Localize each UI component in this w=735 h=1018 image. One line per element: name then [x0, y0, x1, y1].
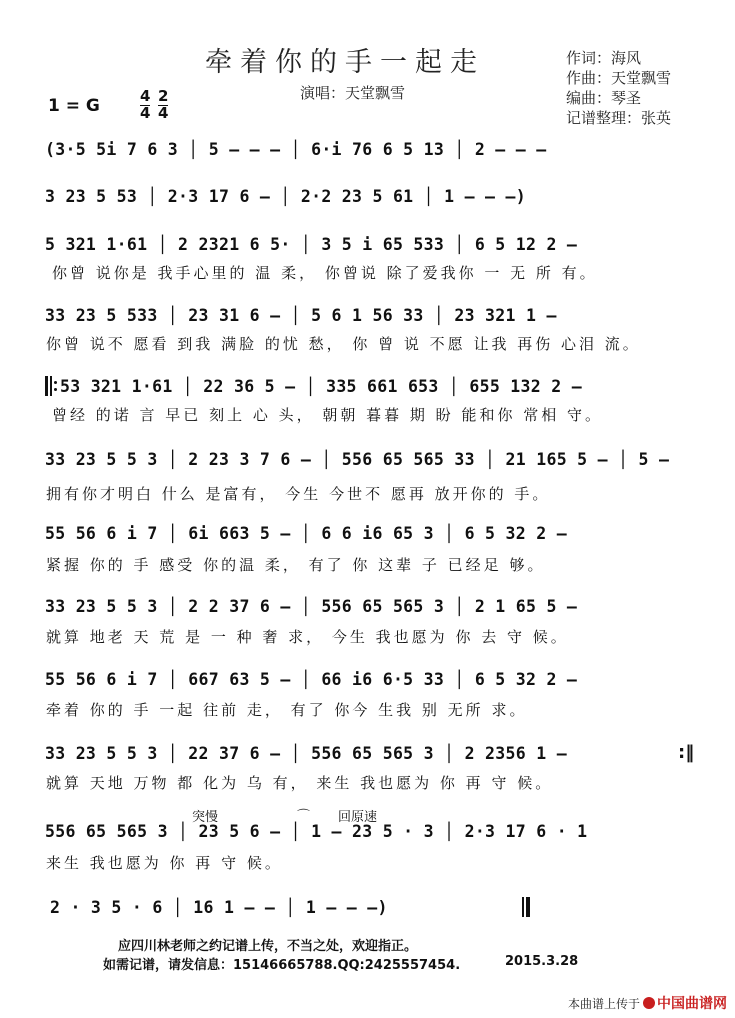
- notation-row-11: 556 65 565 3 │ 23 5 6 — │ 1 — 23 5 · 3 │ 2·3 17 6 · 1: [45, 822, 588, 841]
- repeat-end-sign: :‖: [678, 742, 695, 763]
- lyrics-row-3: 你曾 说你是 我手心里的 温 柔， 你曾说 除了爱我你 一 无 所 有。: [52, 264, 598, 282]
- notation-row-8: 33 23 5 5 3 │ 2 2 37 6 — │ 556 65 565 3 │ 2 1 65 5 —: [45, 597, 578, 616]
- composer-credit: 作曲：天堂飘雪: [566, 69, 672, 87]
- footer-date: 2015.3.28: [505, 954, 579, 969]
- globe-icon: [643, 997, 655, 1009]
- song-title: 牵着你的手一起走: [205, 47, 485, 78]
- lyrics-row-6: 拥有你才明白 什么 是富有， 今生 今世不 愿再 放开你的 手。: [46, 485, 551, 503]
- final-barline-thick: [526, 897, 530, 917]
- site-logo: 中国曲谱网: [657, 996, 727, 1012]
- site-badge[interactable]: [568, 993, 727, 1013]
- lyrics-row-4: 你曾 说不 愿看 到我 满脸 的忧 愁， 你 曾 说 不愿 让我 再伤 心泪 流。: [46, 335, 641, 353]
- notation-row-9: 55 56 6 i 7 │ 667 63 5 — │ 66 i6 6·5 33 │ 6 5 32 2 —: [45, 670, 578, 689]
- key-signature: 1 = G: [48, 96, 100, 116]
- notation-row-2: 3 23 5 53 │ 2·3 17 6 — │ 2·2 23 5 61 │ 1 — — —): [45, 187, 526, 206]
- time-signature-2-4: 2 4: [158, 87, 169, 122]
- fermata-mark: ⌒: [297, 809, 311, 824]
- notation-row-1: (3·5 5i 7 6 3 │ 5 — — — │ 6·i 76 6 5 13 │ 2 — — —: [45, 140, 547, 159]
- lyrics-row-9: 牵着 你的 手 一起 往前 走， 有了 你今 生我 别 无所 求。: [46, 701, 528, 719]
- final-barline-thin: [522, 897, 524, 917]
- notation-row-10: 33 23 5 5 3 │ 22 37 6 — │ 556 65 565 3 │ 2 2356 1 —: [45, 744, 567, 763]
- lyrics-row-7: 紧握 你的 手 感受 你的温 柔， 有了 你 这辈 子 已经足 够。: [46, 556, 546, 574]
- notation-row-12: 2 · 3 5 · 6 │ 16 1 — — │ 1 — — —): [50, 898, 388, 917]
- notation-row-4: 33 23 5 533 │ 23 31 6 — │ 5 6 1 56 33 │ 23 321 1 —: [45, 306, 557, 325]
- time-signature-4-4: 4 4: [140, 87, 151, 122]
- transcriber-credit: 记谱整理：张英: [566, 109, 672, 127]
- footer-contact: 如需记谱，请发信息：15146665788.QQ:2425557454.: [103, 958, 461, 973]
- notation-row-6: 33 23 5 5 3 │ 2 23 3 7 6 — │ 556 65 565 33 │ 21 165 5 — │ 5 —: [45, 450, 670, 469]
- upload-text: 本曲谱上传于: [567, 997, 640, 1011]
- notation-row-5: 53 321 1·61 │ 22 36 5 — │ 335 661 653 │ 655 132 2 —: [60, 377, 582, 396]
- lyrics-row-11: 来生 我也愿为 你 再 守 候。: [46, 854, 283, 872]
- singer-credit: 演唱：天堂飘雪: [300, 84, 406, 102]
- notation-row-7: 55 56 6 i 7 │ 6i 663 5 — │ 6 6 i6 65 3 │ 6 5 32 2 —: [45, 524, 567, 543]
- resume-tempo-marking: 回原速: [338, 810, 378, 825]
- lyricist-credit: 作词：海风: [566, 49, 642, 67]
- lyrics-row-8: 就算 地老 天 荒 是 一 种 奢 求， 今生 我也愿为 你 去 守 候。: [46, 628, 569, 646]
- notation-row-3: 5 321 1·61 │ 2 2321 6 5· │ 3 5 i 65 533 │ 6 5 12 2 —: [45, 235, 578, 254]
- arranger-credit: 编曲：琴圣: [566, 89, 642, 107]
- sudden-slow-marking: 突慢: [192, 810, 219, 825]
- footer-note: 应四川林老师之约记谱上传，不当之处，欢迎指正。: [118, 939, 418, 954]
- lyrics-row-5: 曾经 的诺 言 早已 刻上 心 头， 朝朝 暮暮 期 盼 能和你 常相 守。: [52, 406, 603, 424]
- lyrics-row-10: 就算 天地 万物 都 化为 乌 有， 来生 我也愿为 你 再 守 候。: [46, 774, 554, 792]
